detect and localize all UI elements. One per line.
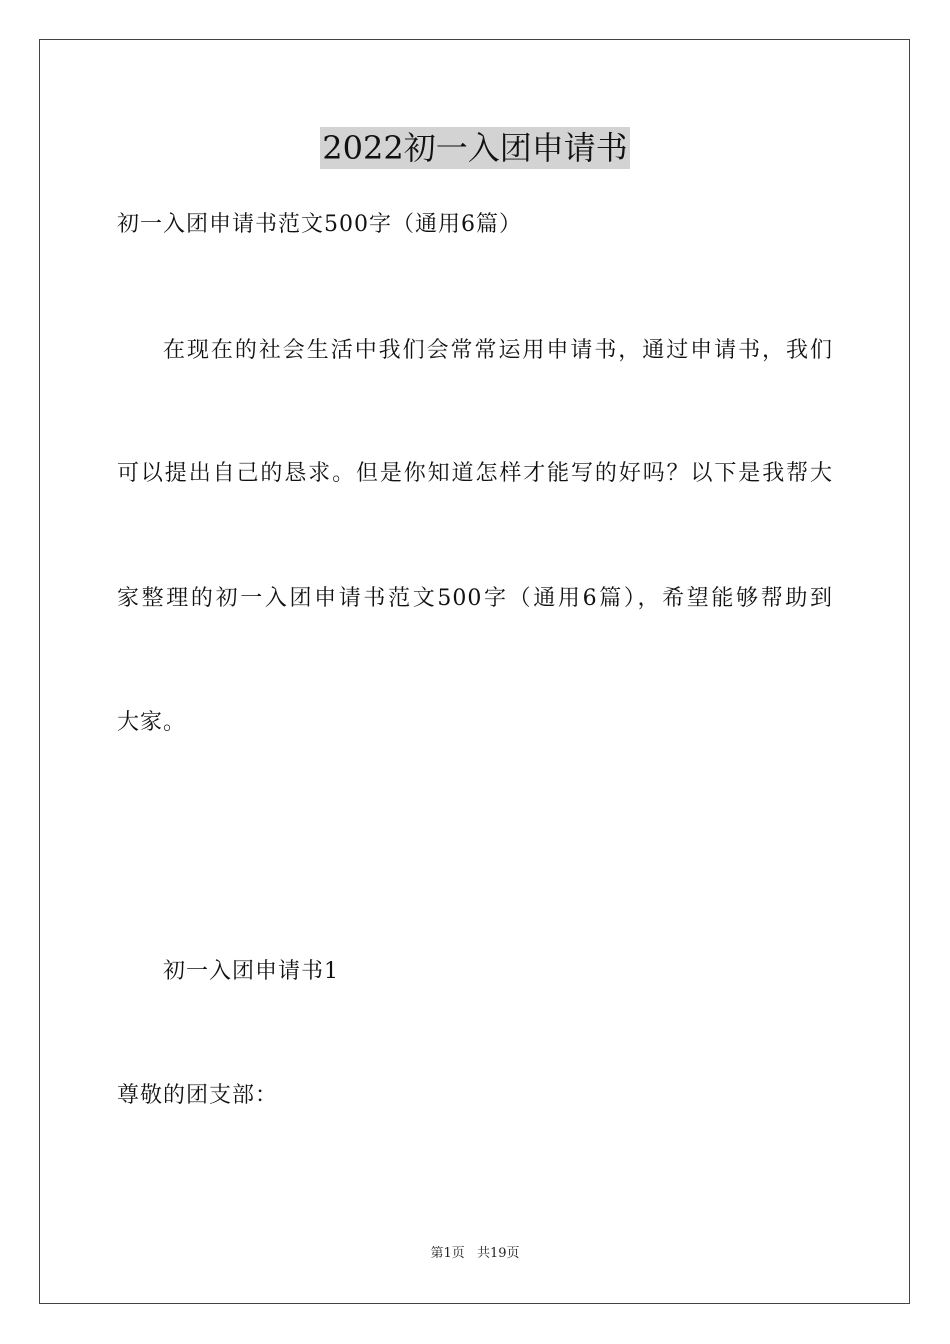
intro-line-4: 大家。 bbox=[117, 710, 187, 735]
intro-line-2: 可以提出自己的恳求。但是你知道怎样才能写的好吗？以下是我帮大 bbox=[117, 461, 833, 486]
total-pages: 共19页 bbox=[476, 1246, 520, 1261]
document-subtitle: 初一入团申请书范文500字（通用6篇） bbox=[117, 212, 522, 237]
salutation: 尊敬的团支部： bbox=[117, 1083, 279, 1108]
intro-line-1: 在现在的社会生活中我们会常常运用申请书，通过申请书，我们 bbox=[163, 338, 833, 363]
title-container bbox=[0, 127, 950, 169]
page-footer bbox=[0, 1245, 950, 1263]
document-title: 2022初一入团申请书 bbox=[322, 129, 628, 167]
section-heading: 初一入团申请书1 bbox=[163, 959, 339, 984]
page-number: 第1页 bbox=[430, 1246, 465, 1261]
intro-line-3: 家整理的初一入团申请书范文500字（通用6篇），希望能够帮助到 bbox=[117, 586, 833, 611]
